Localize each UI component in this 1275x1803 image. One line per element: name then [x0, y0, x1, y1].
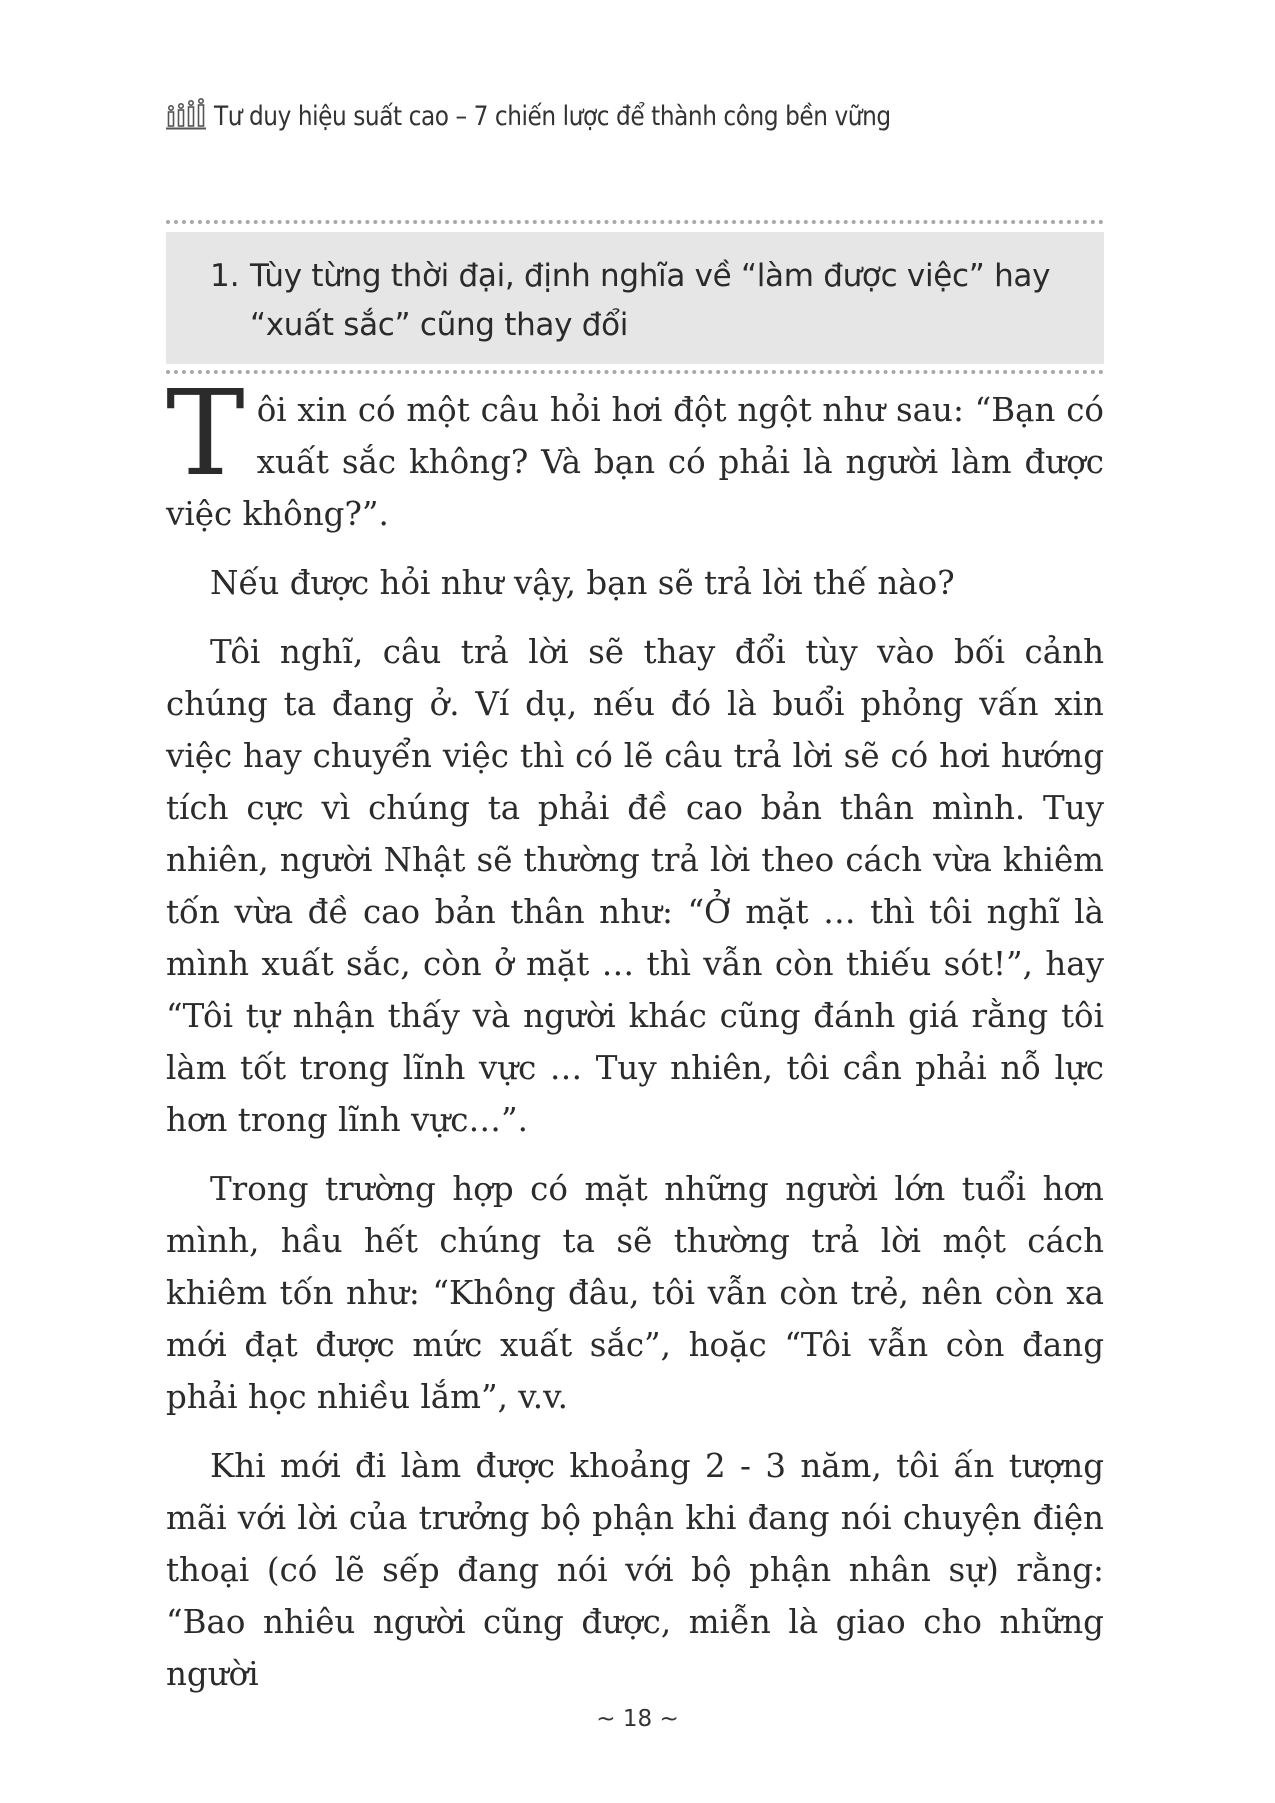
- paragraph-4: Trong trường hợp có mặt những người lớn tuổi hơn mình, hầu hết chúng ta sẽ thường trả lời một cách khiêm tốn như: “Không đâu, tôi vẫn còn trẻ, nên còn xa mới đạt được mức xuất sắc”, hoặc “Tôi vẫn còn đang phải học nhiều lắm”, v.v.: [166, 1170, 1104, 1416]
- paragraph-2: Nếu được hỏi như vậy, bạn sẽ trả lời thế nào?: [210, 564, 955, 602]
- dotted-divider-bottom: [166, 370, 1104, 374]
- page-number: ~ 18 ~: [596, 1706, 679, 1732]
- section-title-line-2: “xuất sắc” cũng thay đổi: [250, 307, 629, 343]
- people-ranking-icon: [166, 98, 206, 130]
- section-title-line-1: Tùy từng thời đại, định nghĩa về “làm được việc” hay: [250, 258, 1051, 294]
- drop-cap: T: [166, 364, 245, 502]
- paragraph-1-text: ôi xin có một câu hỏi hơi đột ngột như sau: “Bạn có xuất sắc không? Và bạn có phải là người làm được việc không?”.: [166, 391, 1104, 533]
- book-title: Tư duy hiệu suất cao – 7 chiến lược để thành công bền vững: [214, 101, 891, 132]
- body-text: [166, 364, 1104, 1717]
- paragraph-3: Tôi nghĩ, câu trả lời sẽ thay đổi tùy vào bối cảnh chúng ta đang ở. Ví dụ, nếu đó là buổi phỏng vấn xin việc hay chuyển việc thì có lẽ câu trả lời sẽ có hơi hướng tích cực vì chúng ta phải đề cao bản thân mình. Tuy nhiên, người Nhật sẽ thường trả lời theo cách vừa khiêm tốn vừa đề cao bản thân như: “Ở mặt … thì tôi nghĩ là mình xuất sắc, còn ở mặt … thì vẫn còn thiếu sót!”, hay “Tôi tự nhận thấy và người khác cũng đánh giá rằng tôi làm tốt trong lĩnh vực … Tuy nhiên, tôi cần phải nỗ lực hơn trong lĩnh vực…”.: [166, 633, 1104, 1139]
- dotted-divider-top: [166, 220, 1104, 224]
- running-header: [166, 98, 1001, 130]
- paragraph-5: Khi mới đi làm được khoảng 2 - 3 năm, tôi ấn tượng mãi với lời của trưởng bộ phận khi đang nói chuyện điện thoại (có lẽ sếp đang nói với bộ phận nhân sự) rằng: “Bao nhiêu người cũng được, miễn là giao cho những người: [166, 1447, 1104, 1693]
- section-title: [250, 252, 1050, 350]
- section-heading-block: [166, 220, 1104, 374]
- paragraph-1: [166, 364, 1104, 540]
- section-heading: [166, 232, 1104, 364]
- section-number: 1.: [210, 258, 240, 294]
